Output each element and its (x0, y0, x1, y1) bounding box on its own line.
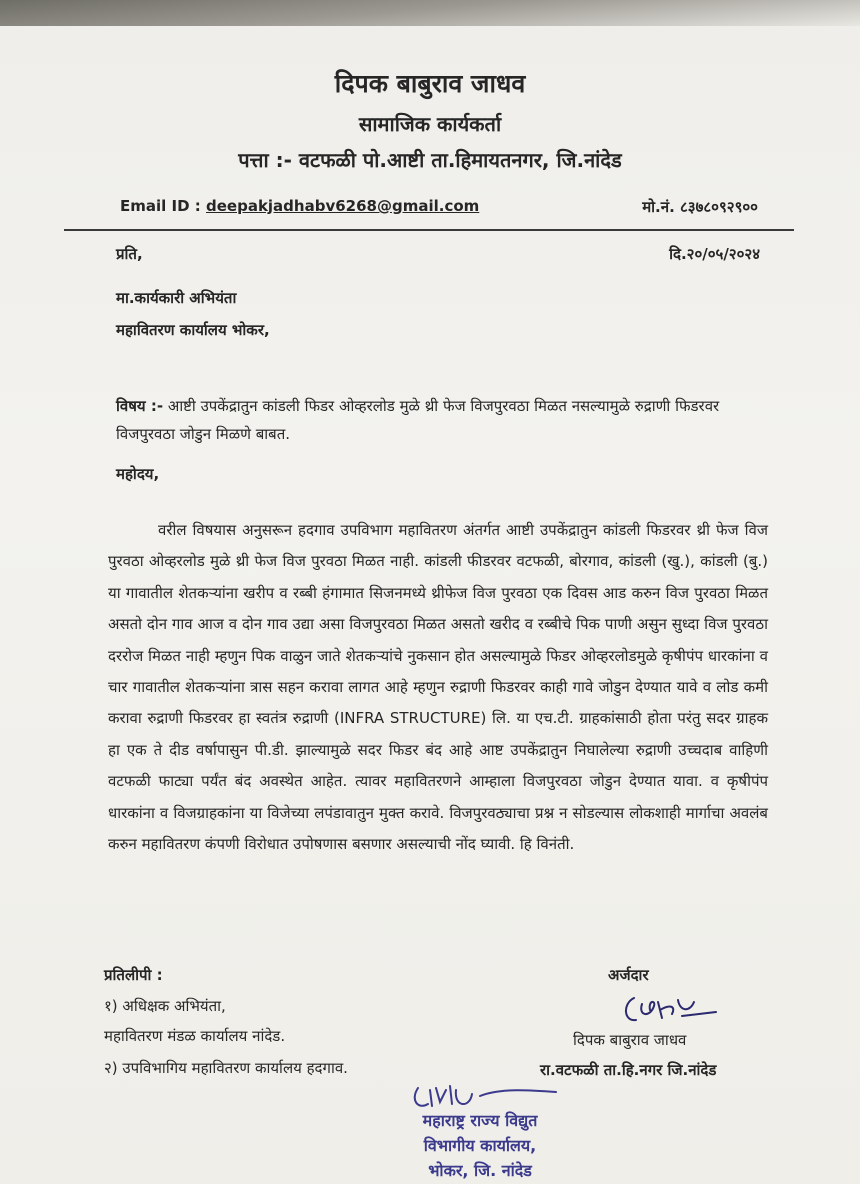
sender-address: पत्ता :- वटफळी पो.आष्टी ता.हिमायतनगर, जि.नांदेड (238, 148, 622, 172)
subject-label: विषय :- (116, 397, 164, 415)
email-link[interactable]: deepakjadhabv6268@gmail.com (206, 197, 480, 215)
stamp-line-1: महाराष्ट्र राज्य विद्युत (422, 1111, 538, 1130)
applicant-label: अर्जदार (608, 966, 649, 984)
sender-name: दिपक बाबुराव जाधव (334, 69, 526, 98)
letter-body: वरील विषयास अनुसरून हदगाव उपविभाग महावितरण अंतर्गत आष्टी उपकेंद्रातुन कांडली फिडरवर थ्री फेज विज पुरवठा ओव्हरलोड मुळे थ्री फेज विज पुरवठा मिळत नाही. कांडली फीडरवर वटफळी, बोरगाव, कांडली (खु.), कांडली (बु.) या गावातील शेतकऱ्यांना खरीप व रब्बी हंगामात सिजनमध्ये थ्रीफेज विज पुरवठा एक दिवस आड करुन विज पुरवठा मिळत असतो दोन गाव आज व दोन गाव उद्या असा विजपुरवठा मिळत असतो खरीद व रब्बीचे पिक पाणी असुन सुध्दा विज पुरवठा दररोज मिळत नाही म्हणुन पिक वाळुन जाते शेतकऱ्यांचे नुकसान होत असल्यामुळे फिडर ओव्हरलोडमुळे कृषीपंप धारकांना व चार गावातील शेतकऱ्यांना त्रास सहन करावा लागत आहे म्हणुन रुद्राणी फिडरवर काही गावे जोडुन देण्यात यावे व लोड कमी करावा रुद्राणी फिडरवर हा स्वतंत्र रुद्राणी (INFRA STRUCTURE) लि. या एच.टी. ग्राहकांसाठी होता परंतु सदर ग्राहक हा एक ते दीड वर्षापासुन पी.डी. झाल्यामुळे सदर फिडर बंद आहे आष्ट उपकेंद्रातुन निघालेल्या रुद्राणी उच्चदाब वाहिणी वटफळी फाट्या पर्यंत बंद अवस्थेत आहेत. त्यावर महावितरणने आम्हाला विजपुरवठा जोडुन देण्यात यावा. व कृषीपंप धारकांना व विजग्राहकांना या विजेच्या लपंडावातुन मुक्त करावे. विजपुरवठ्याचा प्रश्न न सोडल्यास लोकशाही मार्गाचा अवलंब करुन महावितरण कंपणी विरोधात उपोषणास बसणार असल्याची नोंद घ्यावी. हि विनंती. (108, 521, 768, 854)
copies-label: प्रतिलीपी : (104, 966, 163, 984)
signatory-name: दिपक बाबुराव जाधव (573, 1031, 687, 1049)
to-label: प्रति, (116, 245, 143, 263)
page-top-shadow (0, 0, 860, 26)
subject-text: आष्टी उपकेंद्रातुन कांडली फिडर ओव्हरलोड मुळे थ्री फेज विजपुरवठा मिळत नसल्यामुळे रुद्राणी फिडरवर विजपुरवठा जोडुन मिळणे बाबत. (116, 397, 720, 443)
copy-item-1: १) अधिक्षक अभियंता, (104, 997, 226, 1015)
mobile-number: मो.नं. ८३७८०९२९०० (642, 198, 758, 216)
recipient-title: मा.कार्यकारी अभियंता (116, 289, 237, 307)
signature-image (620, 990, 720, 1030)
header-divider (64, 229, 794, 231)
recipient-office: महावितरण कार्यालय भोकर, (116, 321, 270, 339)
email-label: Email ID : (120, 197, 201, 215)
salutation: महोदय, (116, 465, 160, 483)
stamp-line-2: विभागीय कार्यालय, (423, 1136, 537, 1155)
office-stamp (380, 1108, 580, 1183)
signatory-address: रा.वटफळी ता.हि.नगर जि.नांदेड (540, 1061, 717, 1079)
email-line (120, 197, 479, 215)
copy-item-1-office: महावितरण मंडळ कार्यालय नांदेड. (104, 1027, 286, 1045)
subject (116, 392, 776, 448)
letter-date: दि.२०/०५/२०२४ (669, 245, 760, 263)
stamp-line-3: भोकर, जि. नांदेड (428, 1161, 532, 1180)
sender-role: सामाजिक कार्यकर्ता (358, 112, 502, 136)
copy-item-2: २) उपविभागिय महावितरण कार्यालय हदगाव. (104, 1059, 348, 1077)
